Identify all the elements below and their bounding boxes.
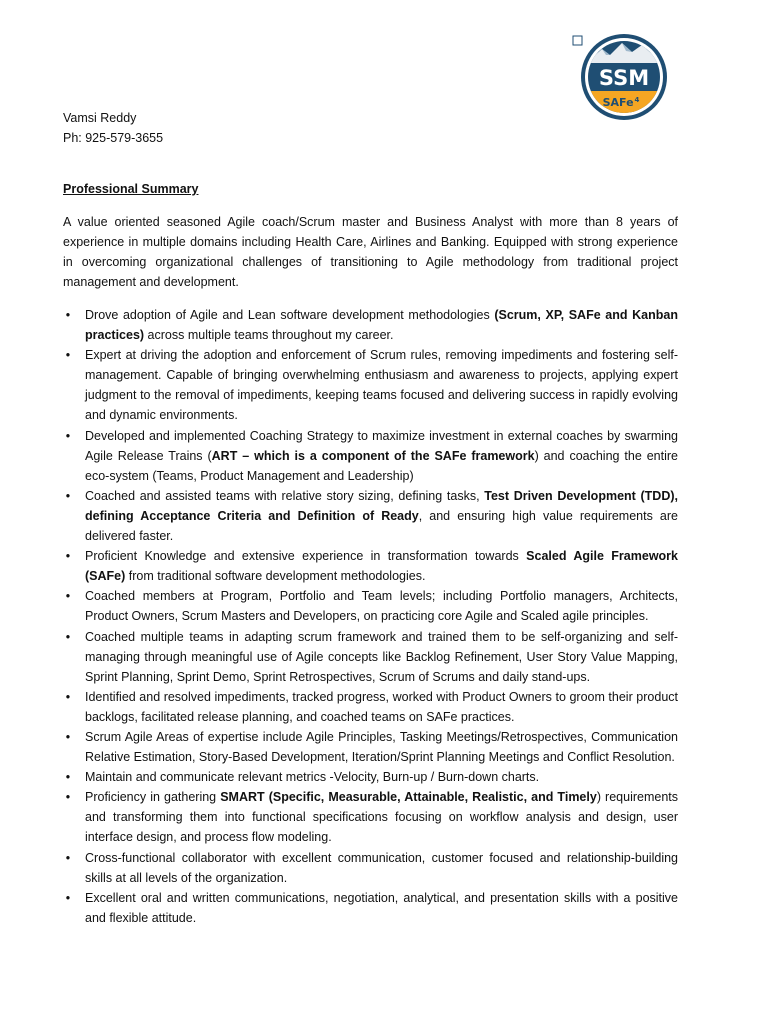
bullet-text-bold: Test Driven Development (TDD), defining Acceptance Criteria and Definition of Ready xyxy=(85,488,679,523)
bullet-icon: • xyxy=(65,488,71,503)
bullet-text: Proficient Knowledge and extensive experience in transformation towards xyxy=(85,549,527,564)
bullet-text: Scrum Agile Areas of expertise include Agile Principles, Tasking Meetings/Retrospectives, Communication Relative Estimation, Story-Based Development, Iteration/Sprint Planning Meetings and Conflict Resolution. xyxy=(85,729,678,765)
ssm-safe-certification-badge xyxy=(572,33,676,121)
candidate-name: Vamsi Reddy xyxy=(63,111,137,125)
bullet-text-bold: SMART (Specific, Measurable, Attainable, Realistic, and Timely xyxy=(220,790,597,805)
bullet-text: Coached multiple teams in adapting scrum framework and trained them to be self-organizing and self-managing through meaningful use of Agile concepts like Backlog Refinement, User Story Value Mapping, Sprint Planning, Sprint Demo, Sprint Retrospectives, Scrum of Scrums and daily stand-ups. xyxy=(85,629,678,684)
bullet-item xyxy=(63,727,678,767)
bullet-item xyxy=(63,888,678,928)
bullet-item xyxy=(63,687,678,727)
bullet-item xyxy=(63,345,678,425)
bullet-icon: • xyxy=(65,308,71,322)
bullet-text: ) and coaching the entire eco-system (Teams, Product Management and Leadership) xyxy=(85,448,678,483)
bullet-icon: • xyxy=(65,549,71,564)
bullet-item xyxy=(63,627,678,687)
bullet-item xyxy=(63,426,678,486)
bullet-text-bold: Scaled Agile Framework (SAFe) xyxy=(85,549,678,584)
bullet-icon: • xyxy=(65,589,71,604)
bullet-icon: • xyxy=(65,850,71,865)
summary-bullet-list xyxy=(63,305,678,928)
bullet-item xyxy=(63,586,678,626)
bullet-text: Developed and implemented Coaching Strategy to maximize investment in external coaches by swarming Agile Release Trains ( xyxy=(85,428,678,463)
bullet-text: , and ensuring high value requirements are delivered faster. xyxy=(85,508,678,544)
bullet-text: Proficiency in gathering xyxy=(85,790,221,805)
summary-paragraph: A value oriented seasoned Agile coach/Scrum master and Business Analyst with more than 8 years of experience in multiple domains including Health Care, Airlines and Banking. Equipped with strong experience in overcoming organizational challenges of transitioning to Agile methodology from traditional project management and development. xyxy=(63,215,678,289)
bullet-icon: • xyxy=(65,890,71,905)
bullet-icon: • xyxy=(65,428,71,443)
bullet-item xyxy=(63,546,678,586)
bullet-icon: • xyxy=(65,629,71,644)
bullet-item xyxy=(63,305,678,345)
bullet-icon: • xyxy=(65,729,71,744)
bullet-text: Cross-functional collaborator with excellent communication, customer focused and relationship-building skills at all levels of the organization. xyxy=(85,850,678,885)
bullet-item xyxy=(63,767,678,787)
bullet-text: from traditional software development methodologies. xyxy=(125,569,426,584)
bullet-text: Coached members at Program, Portfolio and Team levels; including Portfolio managers, Architects, Product Owners, Scrum Masters and Developers, on practicing core Agile and Scaled agile principles. xyxy=(85,589,678,624)
bullet-icon: • xyxy=(65,689,71,704)
bullet-text: Drove adoption of Agile and Lean software development methodologies xyxy=(85,308,495,322)
bullet-text: Excellent oral and written communications, negotiation, analytical, and presentation skills with a positive and flexible attitude. xyxy=(85,890,678,925)
bullet-text: ) requirements and transforming them into functional specifications focusing on workflow analysis and design, user interface design, and process flow modeling. xyxy=(85,790,678,845)
bullet-text: Maintain and communicate relevant metrics -Velocity, Burn-up / Burn-down charts. xyxy=(85,770,540,785)
badge-version: 4 xyxy=(634,96,640,104)
contact-block xyxy=(63,108,163,148)
bullet-text-bold: (Scrum, XP, SAFe and Kanban practices) xyxy=(85,308,678,343)
bullet-text: Expert at driving the adoption and enforcement of Scrum rules, removing impediments and fostering self-management. Capable of bringing overwhelming enthusiasm and awareness to projects, applying expert judgment to the removal of impediments, keeping teams focused and delivering success in rapidly evolving and dynamic environments. xyxy=(85,348,678,423)
section-heading-professional-summary: Professional Summary xyxy=(63,182,199,196)
bullet-icon: • xyxy=(65,770,71,785)
bullet-icon: • xyxy=(65,348,71,363)
candidate-phone: Ph: 925-579-3655 xyxy=(63,131,164,145)
badge-subtitle: SAFe xyxy=(602,96,634,109)
bullet-icon: • xyxy=(65,790,71,805)
bullet-item xyxy=(63,787,678,847)
badge-title: SSM xyxy=(598,66,650,90)
bullet-item xyxy=(63,486,678,546)
bullet-text: across multiple teams throughout my career. xyxy=(144,328,394,343)
bullet-text-bold: ART – which is a component of the SAFe framework xyxy=(211,448,535,463)
bullet-text: Identified and resolved impediments, tracked progress, worked with Product Owners to groom their product backlogs, facilitated release planning, and coached teams on SAFe practices. xyxy=(85,689,678,724)
bullet-item xyxy=(63,848,678,888)
bullet-text: Coached and assisted teams with relative story sizing, defining tasks, xyxy=(85,488,485,503)
